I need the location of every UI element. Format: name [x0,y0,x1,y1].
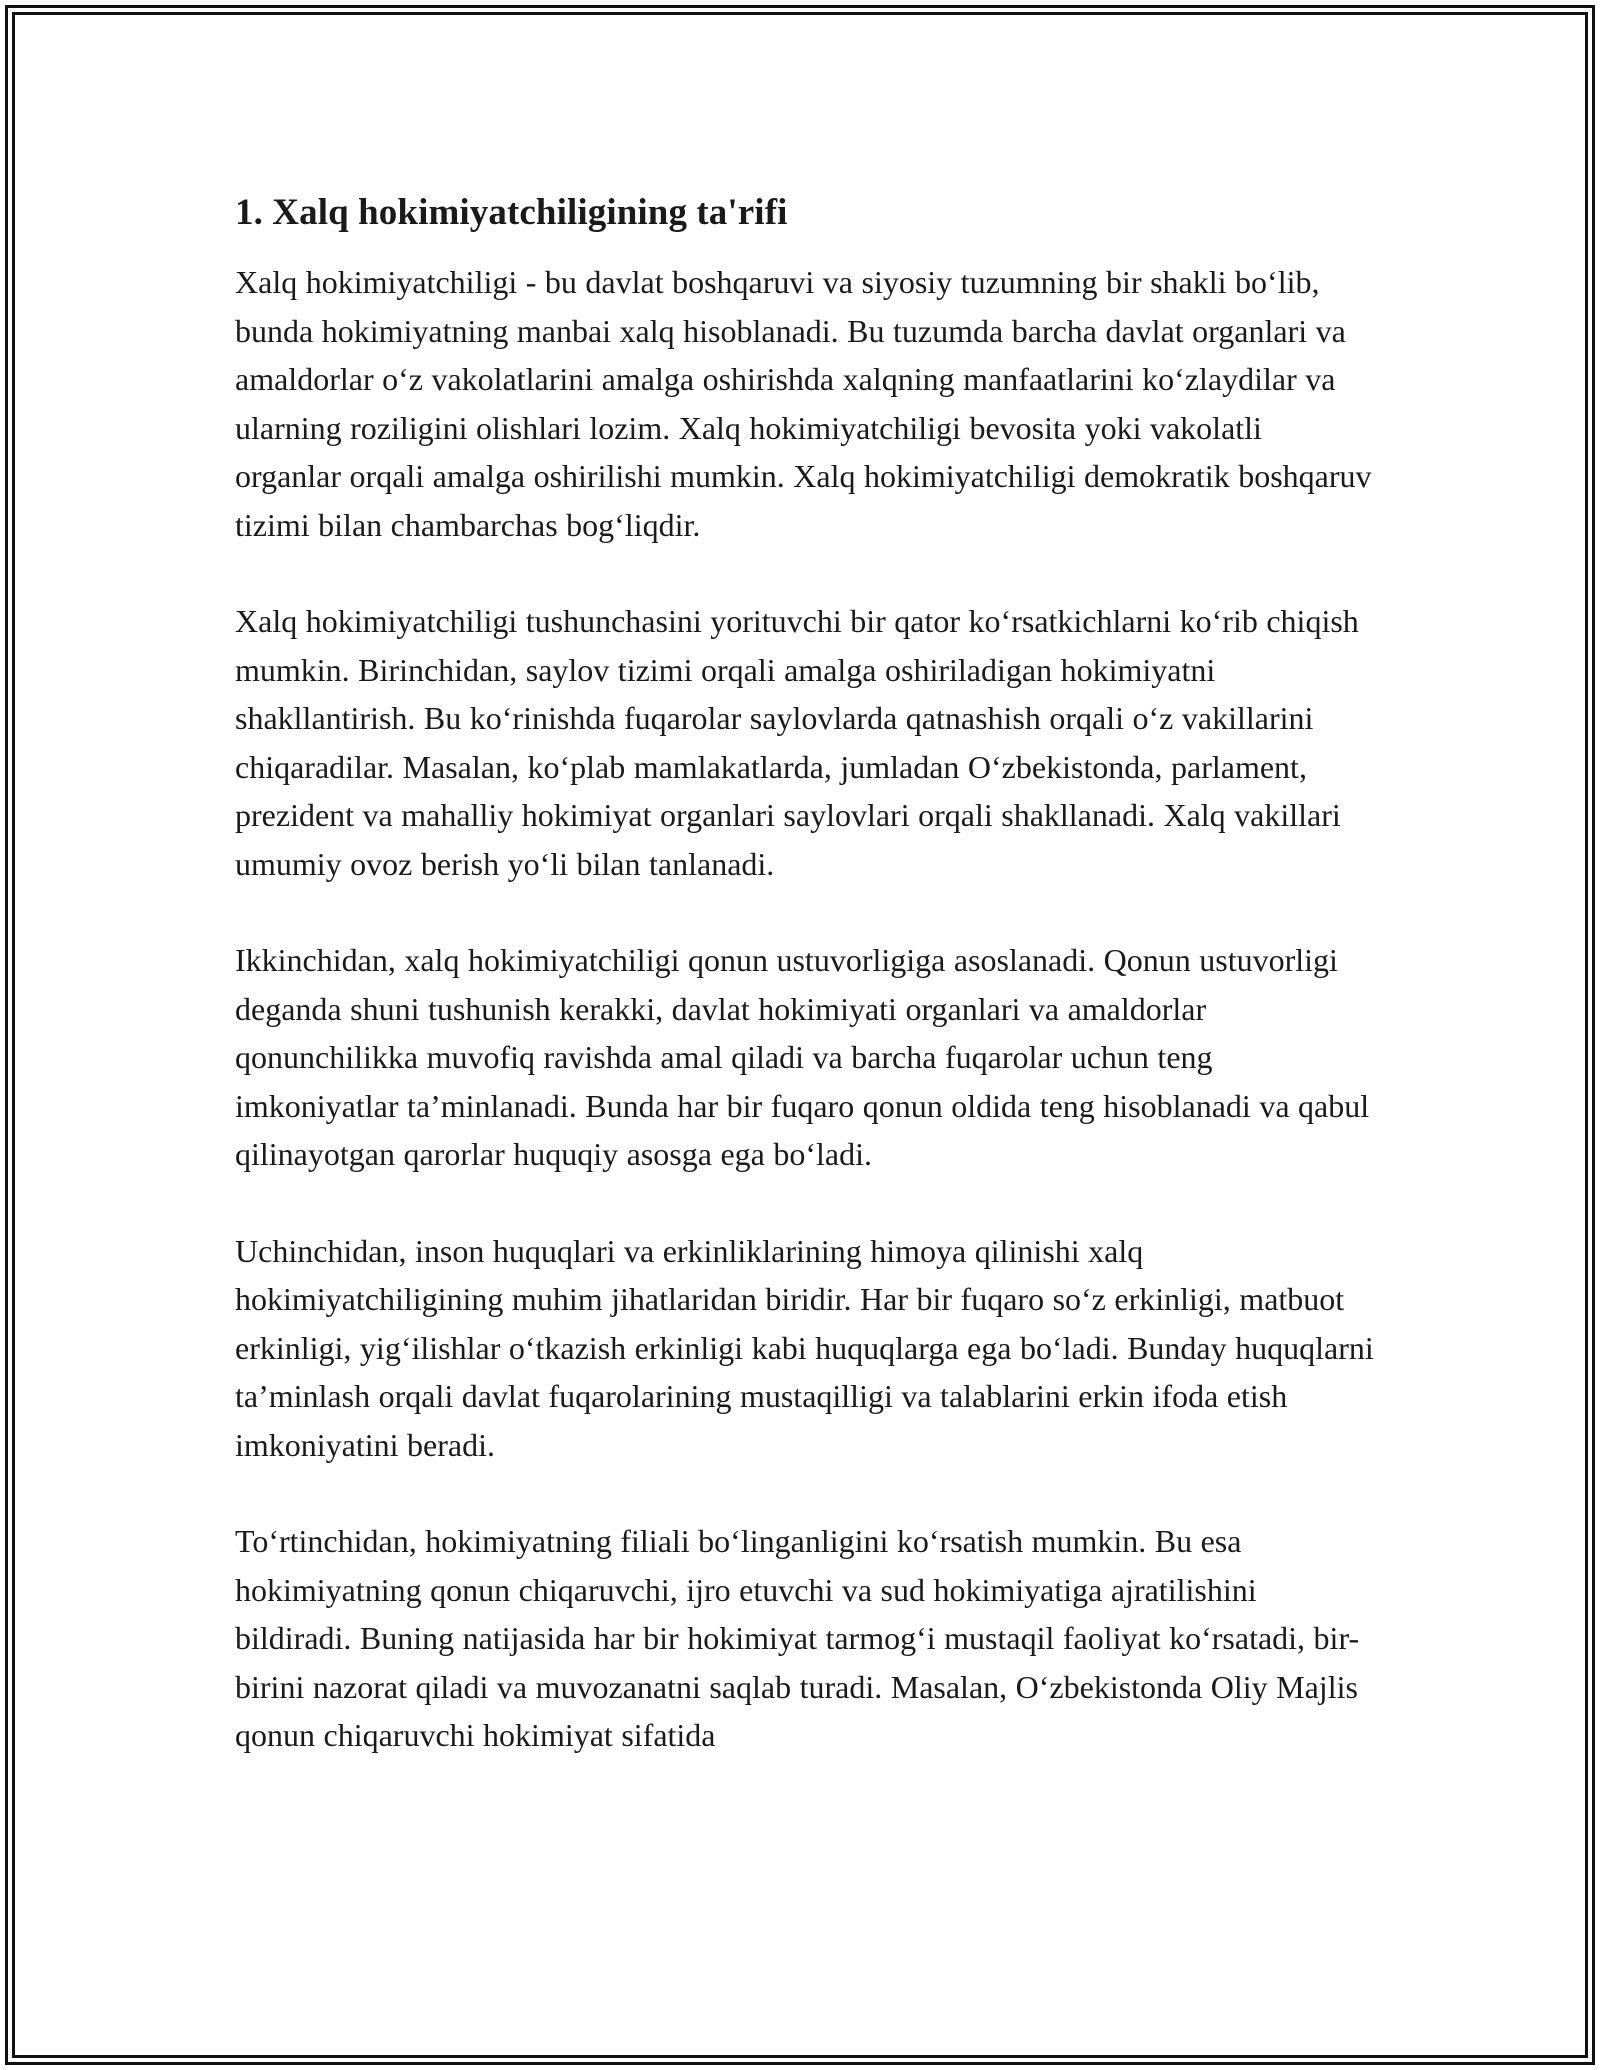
paragraph-third-indicator: Uchinchidan, inson huquqlari va erkinliklarining himoya qilinishi xalq hokimiyatchiligining muhim jihatlaridan biridir. Har bir fuqaro so‘z erkinligi, matbuot erkinligi, yig‘ilishlar o‘tkazish erkinligi kabi huquqlarga ega bo‘ladi. Bunday huquqlarni ta’minlash orqali davlat fuqarolarining mustaqilligi va talablarini erkin ifoda etish imkoniyatini beradi. [235,1232,1374,1463]
section-heading: 1. Xalq hokimiyatchiligining ta'rifi [235,192,788,233]
document-body [235,186,1375,1808]
paragraph-second-indicator: Ikkinchidan, xalq hokimiyatchiligi qonun ustuvorligiga asoslanadi. Qonun ustuvorligi deganda shuni tushunish kerakki, davlat hokimiyati organlari va amaldorlar qonunchilikka muvofiq ravishda amal qiladi va barcha fuqarolar uchun teng imkoniyatlar ta’minlanadi. Bunda har bir fuqaro qonun oldida teng hisoblanadi va qabul qilinayotgan qarorlar huquqiy asosga ega bo‘ladi. [235,942,1370,1172]
paragraph-first-indicator: Xalq hokimiyatchiligi tushunchasini yorituvchi bir qator ko‘rsatkichlarni ko‘rib chiqish mumkin. Birinchidan, saylov tizimi orqali amalga oshiriladigan hokimiyatni shakllantirish. Bu ko‘rinishda fuqarolar saylovlarda qatnashish orqali o‘z vakillarini chiqaradilar. Masalan, ko‘plab mamlakatlarda, jumladan O‘zbekistonda, parlament, prezident va mahalliy hokimiyat organlari saylovlari orqali shakllanadi. Xalq vakillari umumiy ovoz berish yo‘li bilan tanlanadi. [235,603,1359,882]
paragraph-fourth-indicator: To‘rtinchidan, hokimiyatning filiali bo‘linganligini ko‘rsatish mumkin. Bu esa hokimiyatning qonun chiqaruvchi, ijro etuvchi va sud hokimiyatiga ajratilishini bildiradi. Buning natijasida har bir hokimiyat tarmog‘i mustaqil faoliyat ko‘rsatadi, bir-birini nazorat qiladi va muvozanatni saqlab turadi. Masalan, O‘zbekistonda Oliy Majlis qonun chiqaruvchi hokimiyat sifatida [235,1523,1360,1753]
paragraph-definition: Xalq hokimiyatchiligi - bu davlat boshqaruvi va siyosiy tuzumning bir shakli bo‘lib, bunda hokimiyatning manbai xalq hisoblanadi. Bu tuzumda barcha davlat organlari va amaldorlar o‘z vakolatlarini amalga oshirishda xalqning manfaatlarini ko‘zlaydilar va ularning roziligini olishlari lozim. Xalq hokimiyatchiligi bevosita yoki vakolatli organlar orqali amalga oshirilishi mumkin. Xalq hokimiyatchiligi demokratik boshqaruv tizimi bilan chambarchas bog‘liqdir. [235,264,1372,543]
